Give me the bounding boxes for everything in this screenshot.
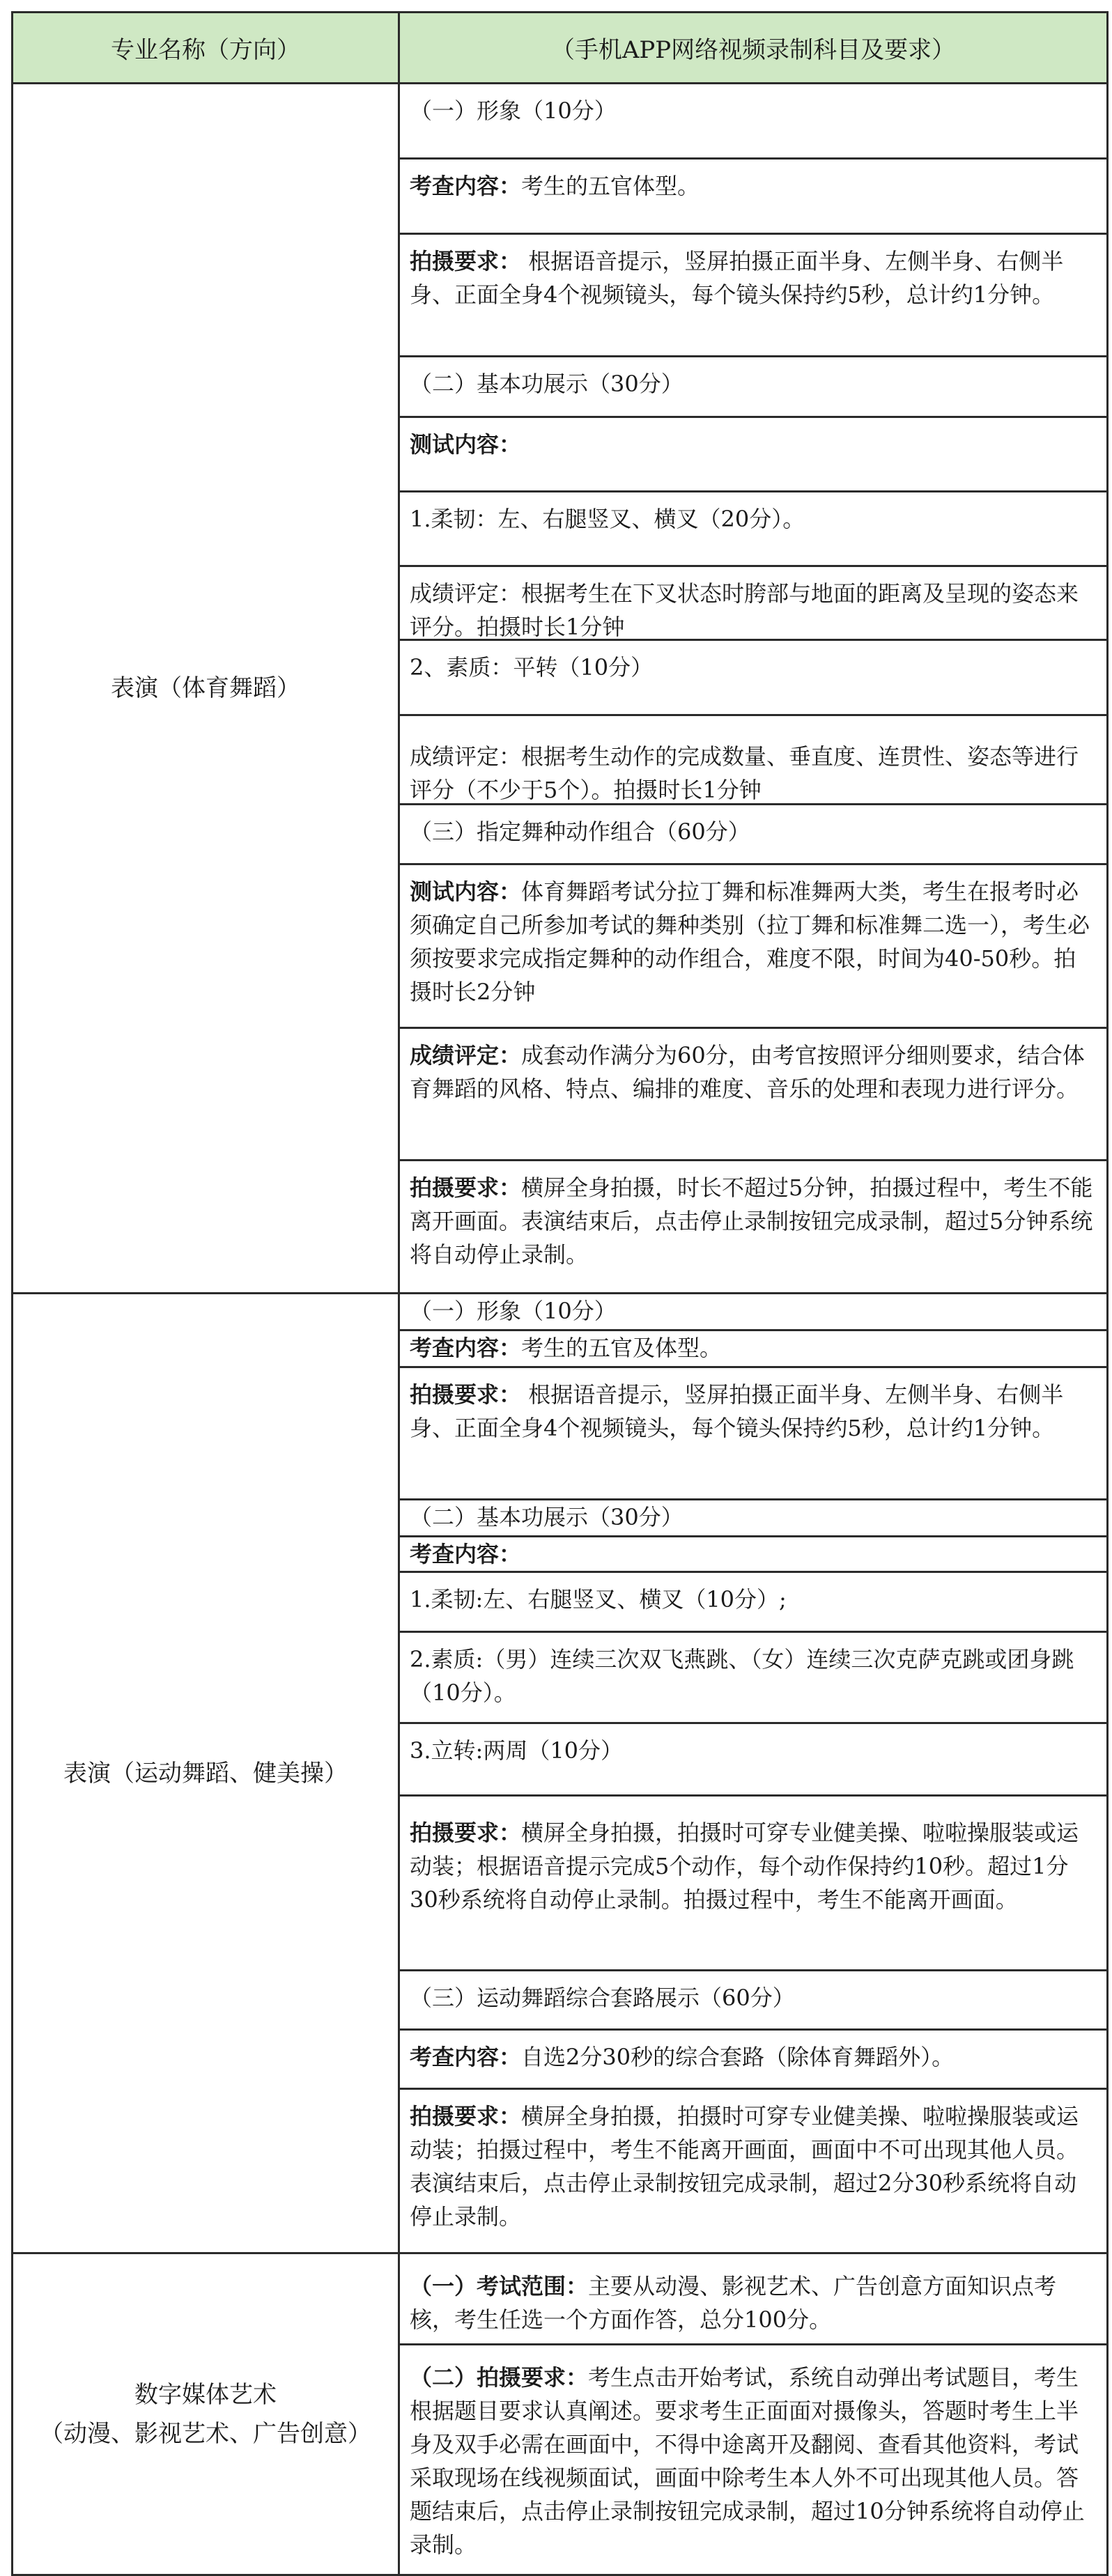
table-row: 拍摄要求：横屏全身拍摄，拍摄时可穿专业健美操、啦啦操服装或运动装；拍摄过程中，考生不能离开画面，画面中不可出现其他人员。表演结束后，点击停止录制按钮完成录制，超过2分30秒系统将自动停止录制。 (400, 2090, 1109, 2254)
table-row: （三）运动舞蹈综合套路展示（60分） (400, 1971, 1109, 2031)
table-header (13, 13, 1109, 84)
table-row: 考查内容： (400, 1537, 1109, 1573)
table-row: 测试内容： (400, 418, 1109, 492)
table-row: 拍摄要求： 根据语音提示，竖屏拍摄正面半身、左侧半身、右侧半身、正面全身4个视频镜头，每个镜头保持约5秒，总计约1分钟。 (400, 235, 1109, 357)
section-sport-dance-aerobics (13, 1294, 1109, 2254)
table-row: 成绩评定：根据考生动作的完成数量、垂直度、连贯性、姿态等进行评分（不少于5个）。拍摄时长1分钟 (400, 716, 1109, 805)
table-row: 1.柔韧：左、右腿竖叉、横叉（20分）。 (400, 492, 1109, 567)
table-row: 考查内容：考生的五官及体型。 (400, 1331, 1109, 1368)
requirements-cell (400, 2254, 1109, 2576)
table-row: 3.立转:两周（10分） (400, 1724, 1109, 1797)
table-row: 成绩评定：根据考生在下叉状态时胯部与地面的距离及呈现的姿态来评分。拍摄时长1分钟 (400, 567, 1109, 641)
table-row: （三）指定舞种动作组合（60分） (400, 805, 1109, 865)
table-row: 2、素质：平转（10分） (400, 641, 1109, 716)
table-row: 成绩评定：成套动作满分为60分，由考官按照评分细则要求，结合体育舞蹈的风格、特点、编排的难度、音乐的处理和表现力进行评分。 (400, 1029, 1109, 1161)
section-digital-media-art (13, 2254, 1109, 2576)
header-major-name: 专业名称（方向） (13, 13, 400, 84)
requirements-cell (400, 1294, 1109, 2254)
section-sports-dance (13, 84, 1109, 1294)
requirements-table (11, 11, 1109, 2576)
requirements-cell (400, 84, 1109, 1294)
major-name-cell (13, 84, 400, 1294)
table-row: 拍摄要求：横屏全身拍摄，拍摄时可穿专业健美操、啦啦操服装或运动装；根据语音提示完成5个动作，每个动作保持约10秒。超过1分30秒系统将自动停止录制。拍摄过程中，考生不能离开画面。 (400, 1797, 1109, 1971)
table-row: （一）形象（10分） (400, 84, 1109, 160)
table-row: 测试内容：体育舞蹈考试分拉丁舞和标准舞两大类，考生在报考时必须确定自己所参加考试的舞种类别（拉丁舞和标准舞二选一），考生必须按要求完成指定舞种的动作组合，难度不限，时间为40-50秒。拍摄时长2分钟 (400, 865, 1109, 1029)
table-row: 2.素质:（男）连续三次双飞燕跳、（女）连续三次克萨克跳或团身跳（10分）。 (400, 1633, 1109, 1724)
table-row: （二）拍摄要求：考生点击开始考试，系统自动弹出考试题目，考生根据题目要求认真阐述。要求考生正面面对摄像头，答题时考生上半身及双手必需在画面中，不得中途离开及翻阅、查看其他资料，考试采取现场在线视频面试，画面中除考生本人外不可出现其他人员。答题结束后，点击停止录制按钮完成录制，超过10分钟系统将自动停止录制。 (400, 2345, 1109, 2576)
table-row: 考查内容：自选2分30秒的综合套路（除体育舞蹈外）。 (400, 2031, 1109, 2090)
major-name: 表演（体育舞蹈） (111, 674, 300, 702)
header-requirements: （手机APP网络视频录制科目及要求） (400, 13, 1109, 84)
major-name-cell (13, 2254, 400, 2576)
major-name: 数字媒体艺术 (134, 2380, 277, 2409)
table-row: 拍摄要求： 根据语音提示，竖屏拍摄正面半身、左侧半身、右侧半身、正面全身4个视频镜头，每个镜头保持约5秒，总计约1分钟。 (400, 1368, 1109, 1500)
major-name: 表演（运动舞蹈、健美操） (63, 1759, 348, 1787)
table-row: （二）基本功展示（30分） (400, 357, 1109, 418)
table-row: 拍摄要求：横屏全身拍摄，时长不超过5分钟，拍摄过程中，考生不能离开画面。表演结束后，点击停止录制按钮完成录制，超过5分钟系统将自动停止录制。 (400, 1161, 1109, 1294)
table-row: （二）基本功展示（30分） (400, 1500, 1109, 1537)
table-row: （一）考试范围：主要从动漫、影视艺术、广告创意方面知识点考核，考生任选一个方面作答，总分100分。 (400, 2254, 1109, 2345)
major-name-subtitle: （动漫、影视艺术、广告创意） (40, 2419, 371, 2448)
table-row: （一）形象（10分） (400, 1294, 1109, 1331)
table-row: 1.柔韧:左、右腿竖叉、横叉（10分）; (400, 1573, 1109, 1633)
major-name-cell (13, 1294, 400, 2254)
table-row: 考查内容：考生的五官体型。 (400, 160, 1109, 235)
